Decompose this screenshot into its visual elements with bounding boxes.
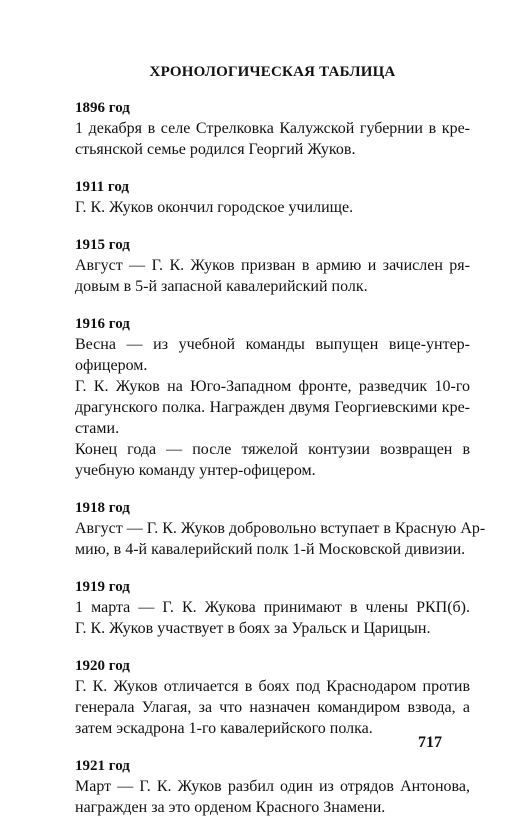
chronology-entry <box>75 177 470 218</box>
text-line: драгунского полка. Награжден двумя Георгиевскими кре- <box>75 399 470 416</box>
entry-paragraph <box>75 334 470 376</box>
text-line: Август — Г. К. Жуков призван в армию и зачислен ря- <box>75 257 470 274</box>
entry-paragraph <box>75 197 470 218</box>
entry-year: 1916 год <box>75 316 130 332</box>
entry-paragraph <box>75 376 470 439</box>
chronology-entry <box>75 235 470 297</box>
text-line: Г. К. Жуков на Юго-Западном фронте, разведчик 10-го <box>75 378 470 395</box>
entry-paragraph <box>75 776 470 818</box>
page-title: ХРОНОЛОГИЧЕСКАЯ ТАБЛИЦА <box>149 64 396 80</box>
chronology-entry <box>75 98 470 160</box>
entry-paragraph <box>75 676 470 739</box>
entry-paragraph <box>75 518 486 560</box>
chronology-entry <box>75 656 470 739</box>
entry-paragraph <box>75 597 470 639</box>
chronology-entry <box>75 577 470 639</box>
text-line: стами. <box>75 420 120 437</box>
entry-paragraph <box>75 439 470 481</box>
text-line: Весна — из учебной команды выпущен вице-унтер- <box>75 336 470 353</box>
text-line: Август — Г. К. Жуков добровольно вступает в Красную Ар- <box>75 520 486 537</box>
text-line: генерала Улагая, за что назначен командиром взвода, а <box>75 699 470 716</box>
text-line: стьянской семье родился Георгий Жуков. <box>75 141 356 158</box>
text-line: мию, в 4-й кавалерийский полк 1-й Московской дивизии. <box>75 541 466 558</box>
entry-year: 1920 год <box>75 658 130 674</box>
document-page <box>75 0 486 816</box>
entry-year: 1911 год <box>75 179 130 195</box>
entry-year: 1915 год <box>75 237 130 253</box>
text-line: Конец года — после тяжелой контузии возвращен в <box>75 441 470 458</box>
text-line: Г. К. Жуков участвует в боях за Уральск и Царицын. <box>75 620 431 637</box>
entry-year: 1918 год <box>75 500 130 516</box>
entry-year: 1919 год <box>75 579 130 595</box>
entry-paragraph <box>75 255 470 297</box>
page-number: 717 <box>418 734 442 751</box>
entry-year: 1896 год <box>75 100 130 116</box>
text-line: 1 марта — Г. К. Жукова принимают в члены РКП(б). <box>75 599 470 616</box>
entry-year: 1921 год <box>75 758 130 774</box>
chronology-list <box>75 98 486 835</box>
entry-paragraph <box>75 118 470 160</box>
text-line: Март — Г. К. Жуков разбил один из отрядов Антонова, <box>75 778 470 795</box>
text-line: награжден за это орденом Красного Знамени. <box>75 799 386 816</box>
text-line: учебную команду унтер-офицером. <box>75 462 316 479</box>
text-line: Г. К. Жуков отличается в боях под Краснодаром против <box>75 678 470 695</box>
text-line: Г. К. Жуков окончил городское училище. <box>75 199 354 216</box>
chronology-entry <box>75 498 486 560</box>
text-line: офицером. <box>75 357 148 374</box>
text-line: 1 декабря в селе Стрелковка Калужской губернии в кре- <box>75 120 470 137</box>
text-line: довым в 5-й запасной кавалерийский полк. <box>75 278 368 295</box>
text-line: затем эскадрона 1-го кавалерийского полка. <box>75 720 373 737</box>
chronology-entry <box>75 314 470 481</box>
chronology-entry <box>75 756 470 818</box>
